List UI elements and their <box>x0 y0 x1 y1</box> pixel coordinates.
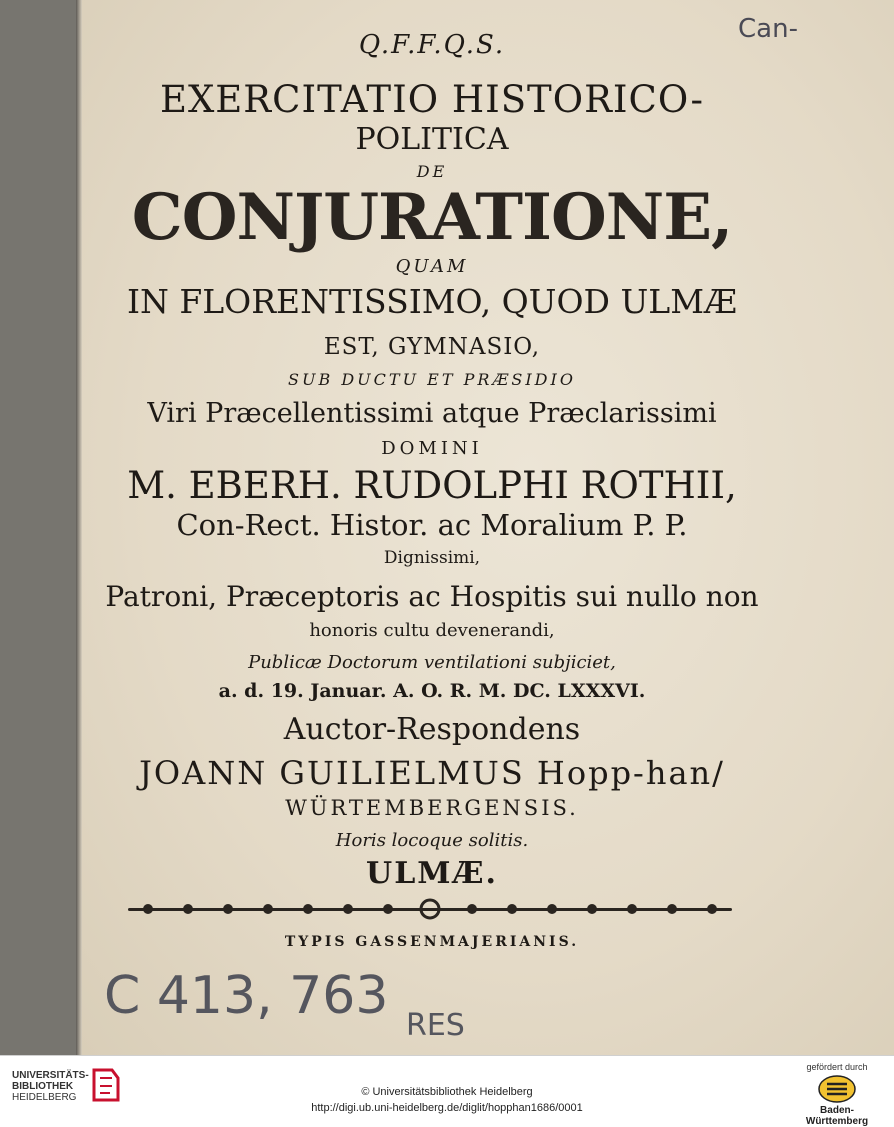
handwritten-note-top: Can- <box>738 14 798 44</box>
permalink[interactable]: http://digi.ub.uni-heidelberg.de/diglit/hopphan1686/0001 <box>311 1102 583 1114</box>
handwritten-shelfmark: C 413, 763 <box>104 966 389 1026</box>
origin-line: WÜRTEMBERGENSIS. <box>285 796 579 820</box>
library-logo-icon <box>90 1066 124 1104</box>
printer-imprint: TYPIS GASSENMAJERIANIS. <box>284 934 580 950</box>
viri-line: Viri Præcellentissimi atque Præclarissimi <box>147 398 717 429</box>
publicae-line: Publicæ Doctorum ventilationi subjiciet, <box>248 652 616 673</box>
funder-name: Baden-Württemberg <box>805 1105 869 1127</box>
library-name-2: BIBLIOTHEK <box>12 1081 74 1092</box>
praeses-name: M. EBERH. RUDOLPHI ROTHII, <box>127 464 737 507</box>
quam: QUAM <box>395 256 469 277</box>
printer-ornament <box>128 898 732 922</box>
domini: DOMINI <box>381 438 483 459</box>
place-line-2: EST, GYMNASIO, <box>323 334 541 360</box>
baden-wuerttemberg-crest-icon <box>818 1075 856 1103</box>
copyright-notice: © Universitätsbibliothek Heidelberg <box>361 1086 533 1098</box>
place-line-1: IN FLORENTISSIMO, QUOD ULMÆ <box>126 282 738 321</box>
title-line-2: POLITICA <box>355 122 509 157</box>
horis-line: Horis locoque solitis. <box>335 830 529 851</box>
city-imprint: ULMÆ. <box>366 856 498 891</box>
library-name-1: UNIVERSITÄTS- <box>12 1070 89 1081</box>
funded-by-label: gefördert durch <box>806 1062 868 1072</box>
title-subject: CONJURATIONE, <box>131 180 733 255</box>
binding-strip <box>0 0 76 1055</box>
motto: Q.F.F.Q.S. <box>358 30 506 60</box>
library-name-3: HEIDELBERG <box>12 1092 77 1103</box>
honoris-line: honoris cultu devenerandi, <box>309 620 555 641</box>
funder-block <box>794 1062 880 1127</box>
dignissimi: Dignissimi, <box>383 548 481 568</box>
praeses-office: Con-Rect. Histor. ac Moralium P. P. <box>176 508 688 542</box>
auctor-respondens: Auctor-Respondens <box>283 712 581 747</box>
sub-ductu: SUB DUCTU ET PRÆSIDIO <box>288 370 576 389</box>
date-line: a. d. 19. Januar. A. O. R. M. DC. LXXXVI. <box>218 680 646 702</box>
respondent-name: JOANN GUILIELMUS Hopp-han/ <box>139 754 725 792</box>
patroni-line: Patroni, Præceptoris ac Hospitis sui nullo non <box>105 580 759 613</box>
title-de: DE <box>416 162 448 181</box>
viewer-footer <box>0 1055 894 1127</box>
title-line-1: EXERCITATIO HISTORICO- <box>159 78 705 121</box>
handwritten-res: RES <box>406 1008 465 1043</box>
